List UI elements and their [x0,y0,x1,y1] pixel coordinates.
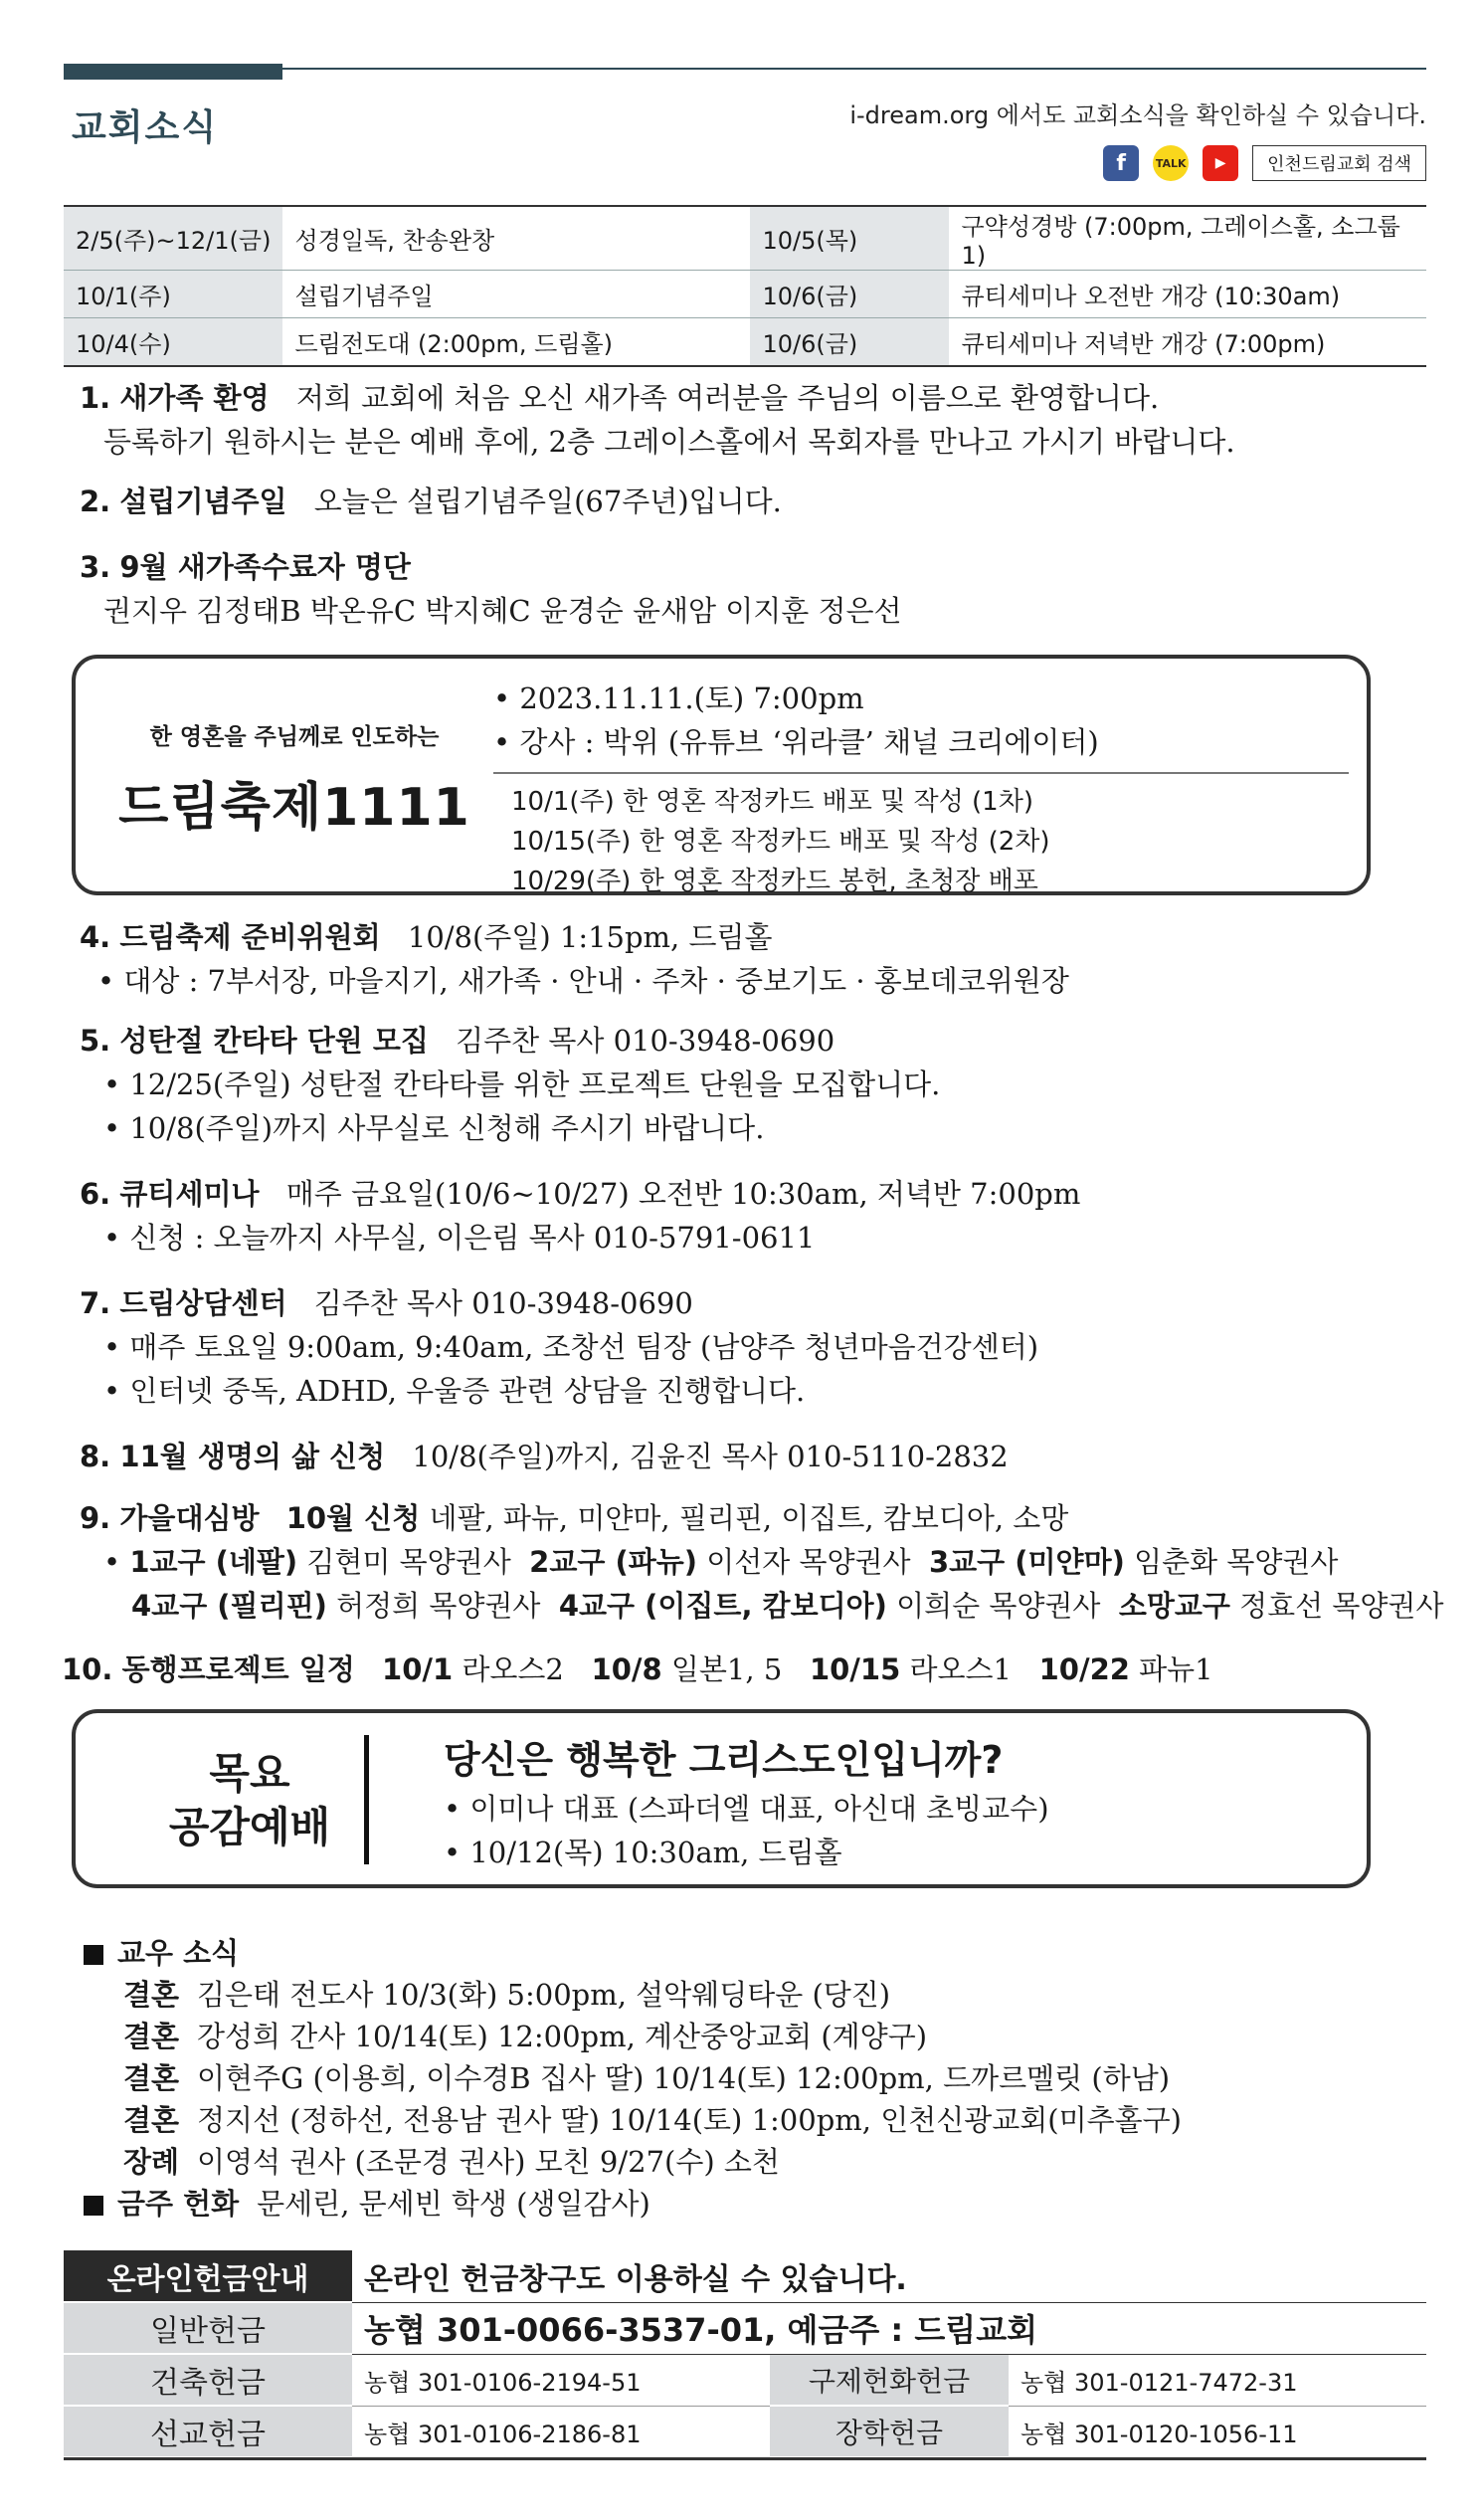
worship-time: • 10/12(목) 10:30am, 드림홀 [444,1836,842,1869]
item-heading: 드림축제 준비위원회 [119,920,381,954]
item-heading: 큐티세미나 [119,1177,260,1211]
district-name: 소망교구 [1118,1589,1230,1623]
kakaotalk-icon[interactable]: TALK [1153,145,1189,181]
schedule-event: 드림전도대 (2:00pm, 드림홀) [282,318,750,366]
schedule-date: 10/4(수) [64,318,282,366]
member-news-row [84,2141,1182,2183]
item-heading: 설립기념주일 [119,485,287,518]
item-number: 10. [62,1652,113,1686]
news-item-8 [80,1435,1009,1478]
item-heading: 11월 생명의 삶 신청 [119,1440,386,1473]
project-destination: 라오스2 [462,1652,564,1686]
worship-speaker: • 이미나 대표 (스파더엘 대표, 아신대 초빙교수) [444,1792,1049,1826]
social-links [1103,145,1426,181]
item-bullet: • 매주 토요일 9:00am, 9:40am, 조창선 팀장 (남양주 청년마음건강센터) [103,1330,1039,1364]
news-text: 정지선 (정하선, 전용남 권사 딸) 10/14(토) 1:00pm, 인천신광교회(미추홀구) [197,2103,1182,2137]
item-number: 7. [80,1286,111,1320]
festival-details [493,677,1349,901]
district-name: 4교구 (이집트, 캄보디아) [558,1589,887,1623]
table-row [64,2250,1426,2302]
item-heading: 드림상담센터 [119,1286,287,1320]
square-bullet-icon [84,2196,103,2216]
item-number: 9. [80,1501,111,1535]
district-row [80,1584,1443,1628]
item-bullet: • 인터넷 중독, ADHD, 우울증 관련 상담을 진행합니다. [103,1374,806,1408]
item-bullet: • 대상 : 7부서장, 마을지기, 새가족 · 안내 · 주차 · 중보기도 · 홍보데코위원장 [97,964,1069,998]
item-text: 오늘은 설립기념주일(67주년)입니다. [313,485,782,518]
item-heading: 가을대심방 [119,1501,260,1535]
youtube-icon[interactable]: ▶ [1203,145,1238,181]
news-text: 이현주G (이용희, 이수경B 집사 딸) 10/14(토) 12:00pm, 드까르멜릿 (하남) [197,2061,1171,2095]
search-badge[interactable]: 인천드림교회 검색 [1252,145,1426,181]
festival-speaker: • 강사 : 박위 (유튜브 ‘위라클’ 채널 크리에이터) [493,725,1099,759]
schedule-date: 10/1(주) [64,271,282,318]
district-leader: 이희순 목양권사 [896,1589,1101,1623]
project-date: 10/22 [1038,1652,1130,1686]
worship-label-line: 목요 [209,1749,290,1798]
table-row [64,206,1426,271]
item-bullet: • 신청 : 오늘까지 사무실, 이은림 목사 010-5791-0611 [103,1221,816,1255]
general-offering-label: 일반헌금 [64,2302,352,2354]
item-text: 김주찬 목사 010-3948-0690 [313,1286,693,1320]
facebook-icon[interactable]: f [1103,145,1139,181]
item-bullet: • 12/25(주일) 성탄절 칸타타를 위한 프로젝트 단원을 모집합니다. [103,1067,941,1101]
festival-title-block [105,718,483,840]
table-row [64,318,1426,366]
member-news-heading: 교우 소식 [117,1936,240,1970]
news-tag: 장례 [123,2145,180,2179]
scholarship-offering-label: 장학헌금 [770,2406,1009,2457]
online-offering-text: 온라인 헌금창구도 이용하실 수 있습니다. [352,2250,1426,2302]
news-tag: 결혼 [123,1978,180,2012]
news-item-5 [80,1019,940,1150]
district-name: 4교구 (필리핀) [131,1589,327,1623]
item-text: 10/8(주일) 1:15pm, 드림홀 [407,920,773,954]
item-text: 저희 교회에 처음 오신 새가족 여러분을 주님의 이름으로 환영합니다. [295,381,1160,415]
item-text: 매주 금요일(10/6~10/27) 오전반 10:30am, 저녁반 7:00pm [285,1177,1081,1211]
item-number: 5. [80,1024,111,1058]
project-date: 10/8 [591,1652,662,1686]
item-text: 권지우 김정태B 박온유C 박지혜C 윤경순 윤새암 이지훈 정은선 [103,594,902,628]
schedule-event: 설립기념주일 [282,271,750,318]
mission-offering-label: 선교헌금 [64,2406,352,2457]
member-news-row [84,2057,1182,2099]
news-item-6 [80,1172,1080,1260]
member-news-row [84,2099,1182,2141]
district-leader: 김현미 목양권사 [306,1545,511,1579]
news-text: 김은태 전도사 10/3(화) 5:00pm, 설악웨딩타운 (당진) [197,1978,891,2012]
worship-details [444,1733,1049,1874]
worship-label [115,1747,384,1854]
news-tag: 결혼 [123,2061,180,2095]
item-heading: 동행프로젝트 일정 [121,1652,355,1686]
item-number: 4. [80,920,111,954]
square-bullet-icon [84,1945,103,1965]
festival-date: • 2023.11.11.(토) 7:00pm [493,681,864,715]
item-bullet: • 10/8(주일)까지 사무실로 신청해 주시기 바랍니다. [103,1111,765,1145]
item-heading: 성탄절 칸타타 단원 모집 [119,1024,429,1058]
festival-divider [493,772,1349,774]
project-destination: 파뉴1 [1139,1652,1213,1686]
website-notice: i-dream.org 에서도 교회소식을 확인하실 수 있습니다. [849,101,1426,129]
news-item-4 [80,915,1069,1003]
district-name: 1교구 (네팔) [129,1545,298,1579]
worship-box [72,1709,1371,1888]
district-name: 3교구 (미얀마) [928,1545,1125,1579]
schedule-date: 2/5(주)~12/1(금) [64,206,282,271]
item-heading: 새가족 환영 [119,381,270,415]
news-item-7 [80,1281,1038,1413]
item-number: 1. [80,381,111,415]
header-tab-accent [64,64,282,80]
item-text: 10/8(주일)까지, 김윤진 목사 010-5110-2832 [412,1440,1009,1473]
general-offering-account[interactable]: 농협 301-0066-3537-01, 예금주 : 드림교회 [352,2302,1426,2354]
offering-bottom-rule [64,2457,1426,2460]
news-tag: 결혼 [123,2103,180,2137]
online-offering-label: 온라인헌금안내 [64,2250,352,2302]
district-leader: 이선자 목양권사 [706,1545,911,1579]
schedule-event: 큐티세미나 저녁반 개강 (7:00pm) [949,318,1426,366]
festival-title: 드림축제1111 [118,778,470,838]
item-highlight: 10월 신청 [285,1501,421,1535]
district-name: 2교구 (파뉴) [529,1545,697,1579]
news-item-10 [62,1648,1213,1691]
relief-offering-label: 구제헌화헌금 [770,2354,1009,2406]
item-heading: 9월 새가족수료자 명단 [119,550,411,584]
schedule-table [64,205,1426,367]
relief-offering-account[interactable]: 농협 301-0121-7472-31 [1009,2354,1426,2406]
item-text: 네팔, 파뉴, 미얀마, 필리핀, 이집트, 캄보디아, 소망 [429,1501,1069,1535]
schedule-event: 성경일독, 찬송완창 [282,206,750,271]
scholarship-offering-account[interactable]: 농협 301-0120-1056-11 [1009,2406,1426,2457]
news-item-9 [80,1496,1443,1628]
festival-subtitle: 한 영혼을 주님께로 인도하는 [149,724,440,750]
table-row [64,2406,1426,2457]
mission-offering-account[interactable]: 농협 301-0106-2186-81 [352,2406,770,2457]
project-destination: 일본1, 5 [670,1652,783,1686]
item-number: 2. [80,485,111,518]
news-tag: 결혼 [123,2020,180,2053]
item-number: 6. [80,1177,111,1211]
table-row [64,271,1426,318]
news-text: 이영석 권사 (조문경 권사) 모친 9/27(수) 소천 [197,2145,780,2179]
worship-divider [364,1735,369,1864]
flower-offering-text: 문세린, 문세빈 학생 (생일감사) [257,2187,650,2221]
member-news-row [84,1974,1182,2016]
schedule-date: 10/6(금) [750,318,949,366]
district-leader: 허정희 목양권사 [336,1589,541,1623]
news-item-3 [80,545,902,633]
table-row [64,2302,1426,2354]
offering-table [64,2250,1426,2458]
item-number: 3. [80,550,111,584]
table-row [64,2354,1426,2406]
page-title: 교회소식 [72,107,219,148]
schedule-event: 구약성경방 (7:00pm, 그레이스홀, 소그룹1) [949,206,1426,271]
project-date: 10/1 [382,1652,454,1686]
item-text: 김주찬 목사 010-3948-0690 [456,1024,835,1058]
festival-schedule-line: 10/29(주) 한 영혼 작정카드 봉헌, 초청장 배포 [511,867,1038,896]
festival-schedule-line: 10/1(주) 한 영혼 작정카드 배포 및 작성 (1차) [511,787,1033,817]
district-leader: 정효선 목양권사 [1239,1589,1444,1623]
project-date: 10/15 [809,1652,901,1686]
schedule-date: 10/6(금) [750,271,949,318]
building-offering-account[interactable]: 농협 301-0106-2194-51 [352,2354,770,2406]
project-destination: 라오스1 [909,1652,1012,1686]
district-leader: 임춘화 목양권사 [1134,1545,1339,1579]
worship-label-line: 공감예배 [168,1803,331,1851]
news-item-1 [80,376,1235,464]
worship-title: 당신은 행복한 그리스도인입니까? [444,1738,1004,1782]
item-number: 8. [80,1440,111,1473]
festival-box [72,655,1371,895]
item-text: 등록하기 원하시는 분은 예배 후에, 2층 그레이스홀에서 목회자를 만나고 가시기 바랍니다. [103,425,1235,459]
festival-schedule-line: 10/15(주) 한 영혼 작정카드 배포 및 작성 (2차) [511,827,1050,857]
schedule-date: 10/5(목) [750,206,949,271]
building-offering-label: 건축헌금 [64,2354,352,2406]
district-row: • 1교구 (네팔) 김현미 목양권사 2교구 (파뉴) 이선자 목양권사 3교구 (미얀마) 임춘화 목양권사 [103,1545,1339,1579]
news-text: 강성희 간사 10/14(토) 12:00pm, 계산중앙교회 (계양구) [197,2020,928,2053]
member-news-row [84,2016,1182,2057]
flower-offering-heading: 금주 헌화 [117,2187,240,2221]
news-item-2 [80,480,782,523]
member-news [84,1932,1182,2225]
schedule-event: 큐티세미나 오전반 개강 (10:30am) [949,271,1426,318]
